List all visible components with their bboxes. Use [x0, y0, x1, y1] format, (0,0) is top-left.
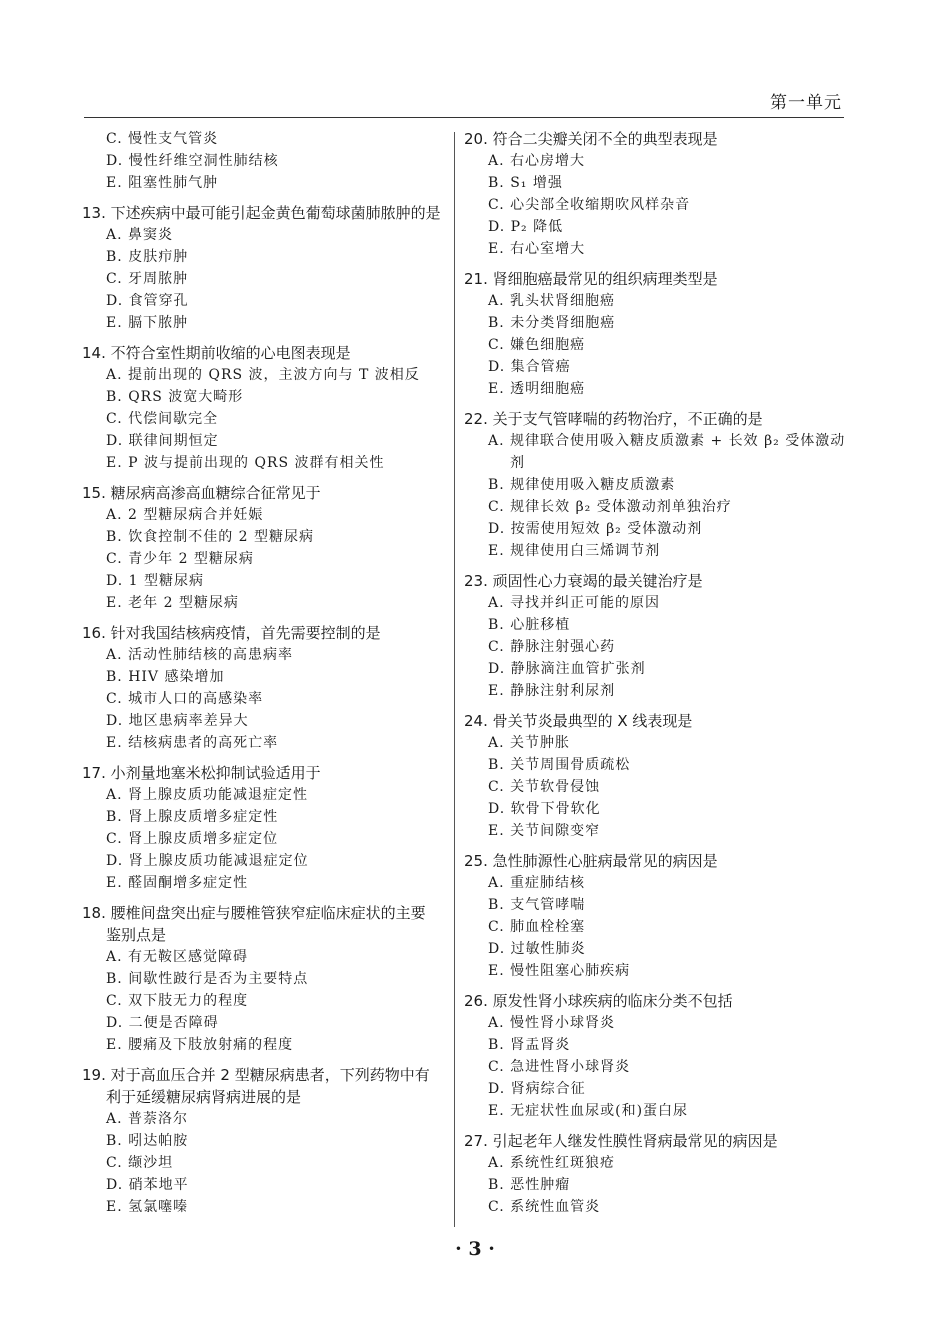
question-stem: 16. 针对我国结核病疫情，首先需要控制的是	[82, 624, 381, 642]
question-26	[462, 990, 847, 1122]
question-20	[462, 128, 847, 260]
option-e: E. 慢性阻塞心肺疾病	[488, 963, 631, 979]
option-a: A. 规律联合使用吸入糖皮质激素 + 长效 β₂ 受体激动剂	[488, 433, 846, 471]
question-23	[462, 570, 847, 702]
option-e: E. 无症状性血尿或(和)蛋白尿	[488, 1103, 689, 1119]
option-b: B. 肾上腺皮质增多症定性	[106, 809, 279, 825]
option-d: D. 集合管癌	[488, 359, 571, 375]
option-a: A. 慢性肾小球肾炎	[488, 1015, 616, 1031]
option-c: C. 牙周脓肿	[106, 271, 189, 287]
question-22	[462, 408, 847, 562]
right-column	[462, 128, 847, 1226]
question-stem: 21. 肾细胞癌最常见的组织病理类型是	[464, 270, 718, 288]
unit-title: 第一单元	[770, 93, 842, 113]
option-c: C. 心尖部全收缩期吹风样杂音	[488, 197, 691, 213]
option-d: D. 联律间期恒定	[106, 433, 219, 449]
option-c: C. 肺血栓栓塞	[488, 919, 586, 935]
question-stem: 17. 小剂量地塞米松抑制试验适用于	[82, 764, 321, 782]
option-b: B. 吲达帕胺	[106, 1133, 189, 1149]
left-column	[80, 128, 448, 1226]
option: D. 慢性纤维空洞性肺结核	[106, 153, 279, 169]
question-stem: 20. 符合二尖瓣关闭不全的典型表现是	[464, 130, 718, 148]
option-c: C. 双下肢无力的程度	[106, 993, 249, 1009]
option-d: D. 肾病综合征	[488, 1081, 586, 1097]
question-stem: 15. 糖尿病高渗高血糖综合征常见于	[82, 484, 321, 502]
option-d: D. 地区患病率差异大	[106, 713, 249, 729]
option-b: B. 规律使用吸入糖皮质激素	[488, 477, 676, 493]
option-e: E. 膈下脓肿	[106, 315, 189, 331]
option-a: A. 乳头状肾细胞癌	[488, 293, 616, 309]
option-b: B. 饮食控制不佳的 2 型糖尿病	[106, 529, 314, 545]
option-a: A. 提前出现的 QRS 波，主波方向与 T 波相反	[106, 367, 420, 383]
option-c: C. 静脉注射强心药	[488, 639, 616, 655]
option-b: B. 关节周围骨质疏松	[488, 757, 631, 773]
question-stem: 18. 腰椎间盘突出症与腰椎管狭窄症临床症状的主要	[82, 904, 426, 922]
question-25	[462, 850, 847, 982]
option-c: C. 嫌色细胞癌	[488, 337, 586, 353]
question-stem: 27. 引起老年人继发性膜性肾病最常见的病因是	[464, 1132, 778, 1150]
option: C. 慢性支气管炎	[106, 131, 219, 147]
question-17	[80, 762, 448, 894]
option-d: D. 软骨下骨软化	[488, 801, 601, 817]
question-stem: 26. 原发性肾小球疾病的临床分类不包括	[464, 992, 733, 1010]
question-stem: 14. 不符合室性期前收缩的心电图表现是	[82, 344, 351, 362]
option-d: D. 硝苯地平	[106, 1177, 189, 1193]
option-c: C. 规律长效 β₂ 受体激动剂单独治疗	[488, 499, 732, 515]
option-d: D. 二便是否障碍	[106, 1015, 219, 1031]
column-divider	[454, 132, 455, 1227]
option-c: C. 急进性肾小球肾炎	[488, 1059, 631, 1075]
option-d: D. 按需使用短效 β₂ 受体激动剂	[488, 521, 703, 537]
option-d: D. 食管穿孔	[106, 293, 189, 309]
option-b: B. S₁ 增强	[488, 175, 563, 191]
question-stem-continued: 鉴别点是	[106, 926, 167, 944]
question-19	[80, 1064, 448, 1218]
question-14	[80, 342, 448, 474]
question-21	[462, 268, 847, 400]
question-stem: 19. 对于高血压合并 2 型糖尿病患者，下列药物中有	[82, 1066, 430, 1084]
option-a: A. 系统性红斑狼疮	[488, 1155, 616, 1171]
option-e: E. 腰痛及下肢放射痛的程度	[106, 1037, 294, 1053]
question-stem: 23. 顽固性心力衰竭的最关键治疗是	[464, 572, 703, 590]
option-e: E. 关节间隙变窄	[488, 823, 601, 839]
option-a: A. 重症肺结核	[488, 875, 586, 891]
option-e: E. 结核病患者的高死亡率	[106, 735, 279, 751]
option-c: C. 青少年 2 型糖尿病	[106, 551, 254, 567]
question-27	[462, 1130, 847, 1218]
question-stem-continued: 利于延缓糖尿病肾病进展的是	[106, 1088, 302, 1106]
option-b: B. 肾盂肾炎	[488, 1037, 571, 1053]
option-a: A. 关节肿胀	[488, 735, 571, 751]
option-b: B. HIV 感染增加	[106, 669, 225, 685]
option-a: A. 鼻窦炎	[106, 227, 174, 243]
option-c: C. 关节软骨侵蚀	[488, 779, 601, 795]
option-e: E. 规律使用白三烯调节剂	[488, 543, 661, 559]
option-b: B. QRS 波宽大畸形	[106, 389, 244, 405]
option-a: A. 右心房增大	[488, 153, 586, 169]
option-a: A. 寻找并纠正可能的原因	[488, 595, 661, 611]
option-b: B. 未分类肾细胞癌	[488, 315, 616, 331]
question-16	[80, 622, 448, 754]
option-d: D. 肾上腺皮质功能减退症定位	[106, 853, 309, 869]
option-b: B. 心脏移植	[488, 617, 571, 633]
option-a: A. 普萘洛尔	[106, 1111, 189, 1127]
option-c: C. 代偿间歇完全	[106, 411, 219, 427]
header-rule	[84, 117, 844, 118]
option-d: D. 1 型糖尿病	[106, 573, 204, 589]
question-12-continued	[80, 128, 448, 194]
question-stem: 22. 关于支气管哮喘的药物治疗，不正确的是	[464, 410, 763, 428]
question-24	[462, 710, 847, 842]
option-c: C. 缬沙坦	[106, 1155, 174, 1171]
option-e: E. 老年 2 型糖尿病	[106, 595, 239, 611]
option-c: C. 城市人口的高感染率	[106, 691, 264, 707]
question-stem: 24. 骨关节炎最典型的 X 线表现是	[464, 712, 693, 730]
option-d: D. 静脉滴注血管扩张剂	[488, 661, 646, 677]
option-e: E. 氢氯噻嗪	[106, 1199, 189, 1215]
option-b: B. 支气管哮喘	[488, 897, 586, 913]
option-d: D. 过敏性肺炎	[488, 941, 586, 957]
option-e: E. P 波与提前出现的 QRS 波群有相关性	[106, 455, 385, 471]
option-e: E. 右心室增大	[488, 241, 586, 257]
option-b: B. 皮肤疖肿	[106, 249, 189, 265]
question-15	[80, 482, 448, 614]
option-a: A. 肾上腺皮质功能减退症定性	[106, 787, 309, 803]
option-d: D. P₂ 降低	[488, 219, 564, 235]
option-c: C. 肾上腺皮质增多症定位	[106, 831, 279, 847]
option: E. 阻塞性肺气肿	[106, 175, 219, 191]
option-a: A. 2 型糖尿病合并妊娠	[106, 507, 264, 523]
option-e: E. 静脉注射利尿剂	[488, 683, 616, 699]
option-b: B. 恶性肿瘤	[488, 1177, 571, 1193]
option-e: E. 透明细胞癌	[488, 381, 586, 397]
option-c: C. 系统性血管炎	[488, 1199, 601, 1215]
question-18	[80, 902, 448, 1056]
question-13	[80, 202, 448, 334]
question-stem: 13. 下述疾病中最可能引起金黄色葡萄球菌肺脓肿的是	[82, 204, 441, 222]
option-b: B. 间歇性跛行是否为主要特点	[106, 971, 309, 987]
option-a: A. 活动性肺结核的高患病率	[106, 647, 294, 663]
option-a: A. 有无鞍区感觉障碍	[106, 949, 249, 965]
page-number: · 3 ·	[455, 1238, 495, 1260]
option-e: E. 醛固酮增多症定性	[106, 875, 249, 891]
question-stem: 25. 急性肺源性心脏病最常见的病因是	[464, 852, 718, 870]
